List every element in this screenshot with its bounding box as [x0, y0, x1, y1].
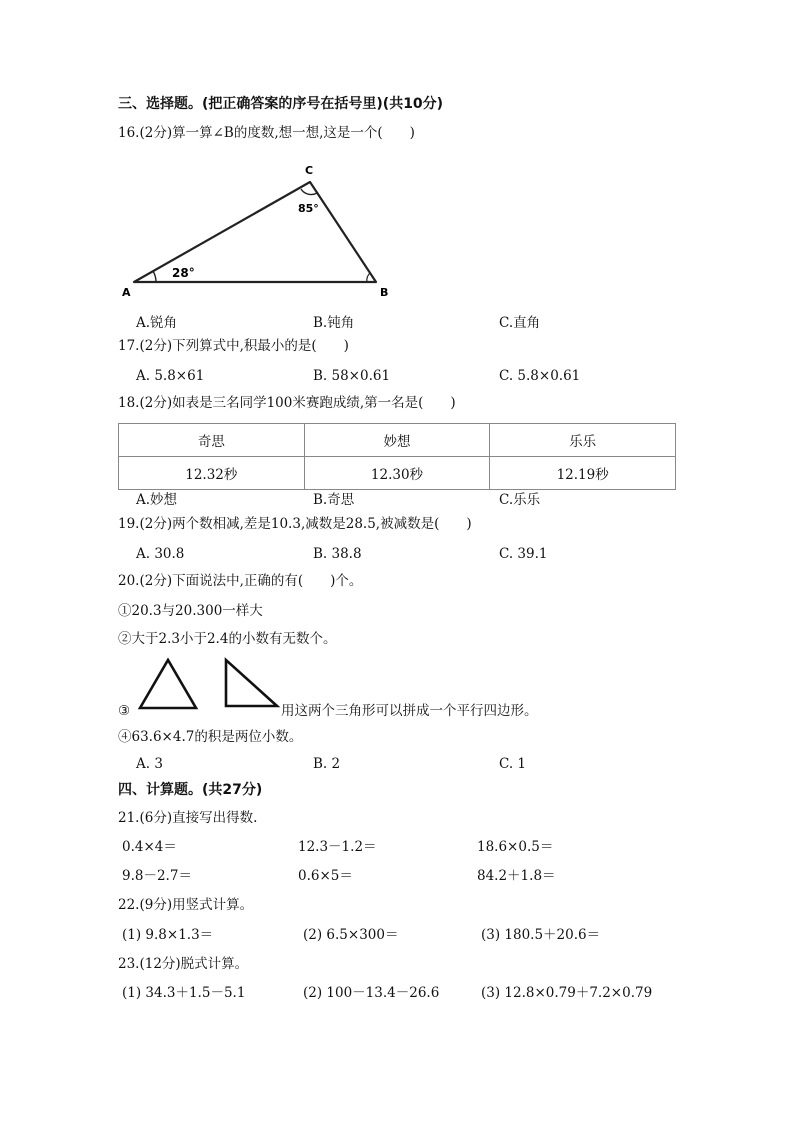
- section-3-heading: 三、选择题。(把正确答案的序号在括号里)(共10分): [118, 96, 444, 112]
- question-21-text: 21.(6分)直接写出得数.: [118, 810, 258, 826]
- q20-option-c[interactable]: C. 1: [499, 756, 527, 772]
- q16-option-a[interactable]: A.锐角: [136, 315, 178, 331]
- q18-option-c[interactable]: C.乐乐: [499, 492, 541, 508]
- table-header-cell: 乐乐: [490, 424, 676, 457]
- question-18-text: 18.(2分)如表是三名同学100米赛跑成绩,第一名是( ): [118, 395, 456, 411]
- mental-math-item: 84.2＋1.8＝: [477, 868, 556, 884]
- table-header-cell: 奇思: [119, 424, 305, 457]
- question-23-text: 23.(12分)脱式计算。: [118, 956, 249, 972]
- statement-3-text: 用这两个三角形可以拼成一个平行四边形。: [281, 703, 538, 719]
- mental-math-item: 0.4×4＝: [122, 839, 177, 855]
- scores-table: [118, 423, 676, 490]
- q20-option-a[interactable]: A. 3: [136, 756, 163, 772]
- mental-math-item: 0.6×5＝: [298, 868, 353, 884]
- vertical-calc-item: (2) 6.5×300＝: [303, 927, 399, 943]
- statement-2: ②大于2.3小于2.4的小数有无数个。: [118, 631, 337, 647]
- mental-math-item: 18.6×0.5＝: [477, 839, 554, 855]
- q17-option-a[interactable]: A. 5.8×61: [136, 368, 205, 384]
- table-cell: 12.32秒: [119, 457, 305, 490]
- question-20-text: 20.(2分)下面说法中,正确的有( )个。: [118, 573, 363, 589]
- question-22-text: 22.(9分)用竖式计算。: [118, 897, 254, 913]
- table-header-row: [119, 424, 676, 457]
- q18-option-a[interactable]: A.妙想: [136, 492, 178, 508]
- table-cell: 12.30秒: [304, 457, 490, 490]
- triangle-abc-figure: [118, 160, 398, 305]
- statement-3-prefix: ③: [118, 703, 131, 719]
- q19-option-c[interactable]: C. 39.1: [499, 546, 548, 562]
- q19-option-a[interactable]: A. 30.8: [136, 546, 185, 562]
- mental-math-item: 12.3－1.2＝: [298, 839, 377, 855]
- label-c: C: [305, 164, 314, 177]
- q18-option-b[interactable]: B.奇思: [313, 492, 355, 508]
- q17-option-c[interactable]: C. 5.8×0.61: [499, 368, 581, 384]
- question-16-text: 16.(2分)算一算∠B的度数,想一想,这是一个( ): [118, 125, 415, 141]
- two-triangles-figure: [136, 656, 281, 712]
- vertical-calc-item: (3) 180.5＋20.6＝: [481, 927, 601, 943]
- step-calc-item: (2) 100－13.4－26.6: [303, 985, 440, 1001]
- statement-4: ④63.6×4.7的积是两位小数。: [118, 729, 303, 745]
- step-calc-item: (3) 12.8×0.79＋7.2×0.79: [481, 985, 653, 1001]
- q20-option-b[interactable]: B. 2: [313, 756, 341, 772]
- angle-c-label: 85°: [298, 202, 319, 215]
- q17-option-b[interactable]: B. 58×0.61: [313, 368, 391, 384]
- q16-option-b[interactable]: B.钝角: [313, 315, 355, 331]
- angle-a-label: 28°: [172, 266, 195, 280]
- label-b: B: [380, 286, 389, 299]
- mental-math-item: 9.8－2.7＝: [122, 868, 192, 884]
- question-19-text: 19.(2分)两个数相减,差是10.3,减数是28.5,被减数是( ): [118, 516, 472, 532]
- section-4-heading: 四、计算题。(共27分): [118, 782, 263, 798]
- table-row: [119, 457, 676, 490]
- table-cell: 12.19秒: [490, 457, 676, 490]
- q16-option-c[interactable]: C.直角: [499, 315, 541, 331]
- step-calc-item: (1) 34.3＋1.5－5.1: [122, 985, 246, 1001]
- q19-option-b[interactable]: B. 38.8: [313, 546, 362, 562]
- vertical-calc-item: (1) 9.8×1.3＝: [122, 927, 214, 943]
- question-17-text: 17.(2分)下列算式中,积最小的是( ): [118, 338, 349, 354]
- label-a: A: [122, 286, 131, 299]
- table-header-cell: 妙想: [304, 424, 490, 457]
- statement-1: ①20.3与20.300一样大: [118, 603, 263, 619]
